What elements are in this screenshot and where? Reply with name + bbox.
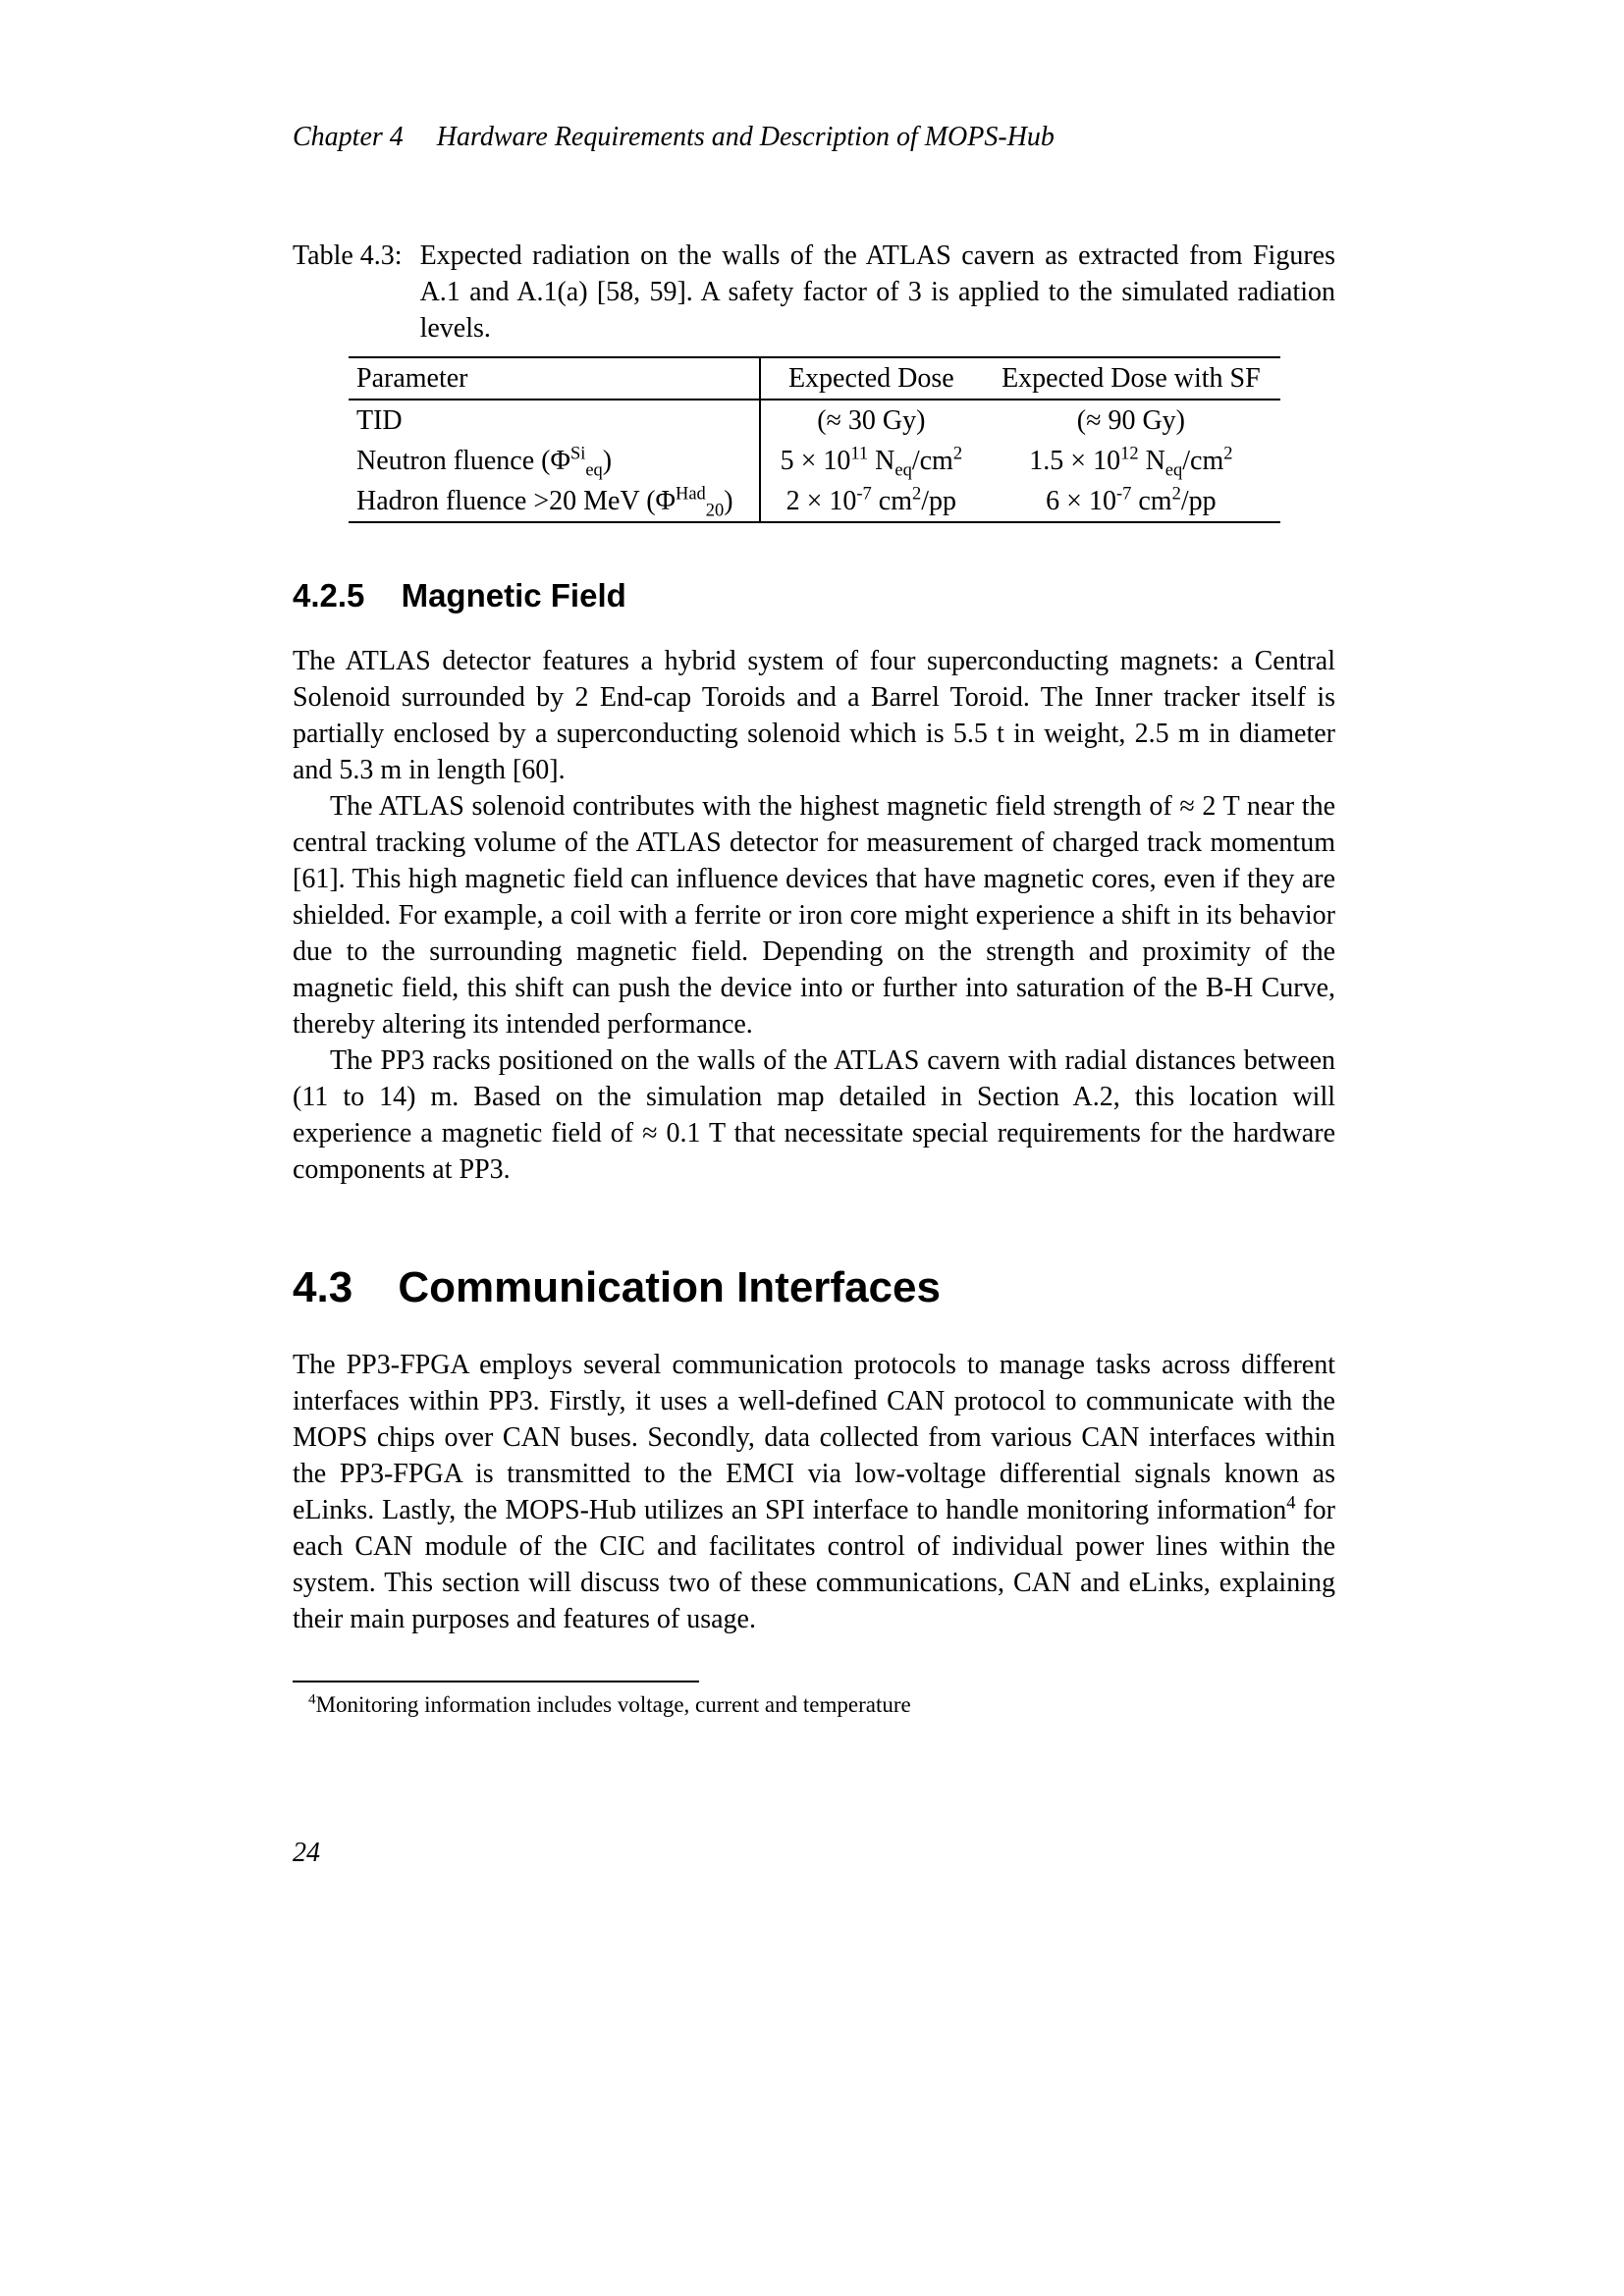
table-row-tid [349,400,1280,441]
running-header-chapter-label: Chapter 4 [293,122,404,152]
cell-expected-dose-sf: $1.5 \times 10^{12}$ $N_{eq}/cm^2$ [1029,443,1233,480]
cell-parameter: Hadron fluence >20 MeV $(\Phi^{Had}_{20})$ [349,481,760,522]
table-header-expected-dose-sf: Expected Dose with SF [1001,363,1261,394]
running-header [293,120,1335,155]
table-header-row [349,357,1280,400]
table-caption [293,238,1335,347]
section-title: Magnetic Field [401,577,626,614]
section-number: 4.2.5 [293,577,365,614]
footnote-rule [293,1681,699,1682]
section-title: Communication Interfaces [398,1263,941,1311]
footnote-body: Monitoring information includes voltage, current and temperature [315,1692,911,1717]
table-header-expected-dose: Expected Dose [787,363,954,394]
cell-parameter: Neutron fluence $(\Phi^{Si}_{eq})$ [349,441,760,481]
page-number: 24 [293,1838,320,1868]
footnote-area [293,1681,1335,1719]
cell-parameter: TID [349,400,760,441]
section-heading-magnetic-field [293,576,1335,615]
paragraph-magnetic-field-3: The PP3 racks positioned on the walls of the ATLAS cavern with radial distances between (11 to 14) m. Based on the simulation map detailed in Section A.2, this location will experience a magnetic field of ≈ 0.1 T that necessitate special requirements for the hardware components at PP3. [293,1045,1335,1185]
paragraph-magnetic-field-2: The ATLAS solenoid contributes with the highest magnetic field strength of ≈ 2 T near the central tracking volume of the ATLAS detector for measurement of charged track momentum [61]. This high magnetic field can influence devices that have magnetic cores, even if they are shielded. For example, a coil with a ferrite or iron core might experience a shift in its behavior due to the surrounding magnetic field. Depending on the strength and proximity of the magnetic field, this shift can push the device into or further into saturation of the B-H Curve, thereby altering its intended performance. [293,791,1335,1040]
table-row-neutron-fluence [349,441,1280,481]
table-caption-label: Table 4.3: [293,240,403,271]
table-caption-text: Expected radiation on the walls of the ATLAS cavern as extracted from Figures A.1 and A.1(a) [58, 59]. A safety factor of 3 is applied to the simulated radiation levels. [419,240,1335,344]
cell-expected-dose: $2 \times 10^{-7}$ $cm^2/pp$ [785,483,957,516]
text-block [293,120,1335,1719]
cell-expected-dose: $5 \times 10^{11}$ $N_{eq}/cm^2$ [780,443,963,480]
table-header-parameter: Parameter [349,357,760,400]
section-heading-communication-interfaces [293,1262,1335,1313]
radiation-table [349,356,1280,523]
running-header-chapter-title: Hardware Requirements and Description of MOPS-Hub [436,122,1055,152]
section-number: 4.3 [293,1263,353,1311]
footnote-text [293,1690,1335,1719]
paragraph-magnetic-field-1: The ATLAS detector features a hybrid system of four superconducting magnets: a Central Solenoid surrounded by 2 End-cap Toroids and a Barrel Toroid. The Inner tracker itself is partially enclosed by a superconducting solenoid which is 5.5 t in weight, 2.5 m in diameter and 5.3 m in length [60]. [293,646,1335,785]
cell-expected-dose-sf: $6 \times 10^{-7}$ $cm^2/pp$ [1046,483,1217,516]
cell-expected-dose-sf: (≈ 90 Gy) [1076,405,1185,436]
table-row-hadron-fluence [349,481,1280,522]
paragraph-communication-interfaces-1: The PP3-FPGA employs several communication protocols to manage tasks across different interfaces within PP3. Firstly, it uses a well-defined CAN protocol to communicate with the MOPS chips over CAN buses. Secondly, data collected from various CAN interfaces within the PP3-FPGA is transmitted to the EMCI via low-voltage differential signals known as eLinks. Lastly, the MOPS-Hub utilizes an SPI interface to handle monitoring information$^4$ for each CAN module of the CIC and facilitates control of individual power lines within the system. This section will discuss two of these communications, CAN and eLinks, explaining their main purposes and features of usage. [293,1350,1336,1634]
cell-expected-dose: (≈ 30 Gy) [817,405,926,436]
footnote-marker: 4 [308,1690,316,1708]
